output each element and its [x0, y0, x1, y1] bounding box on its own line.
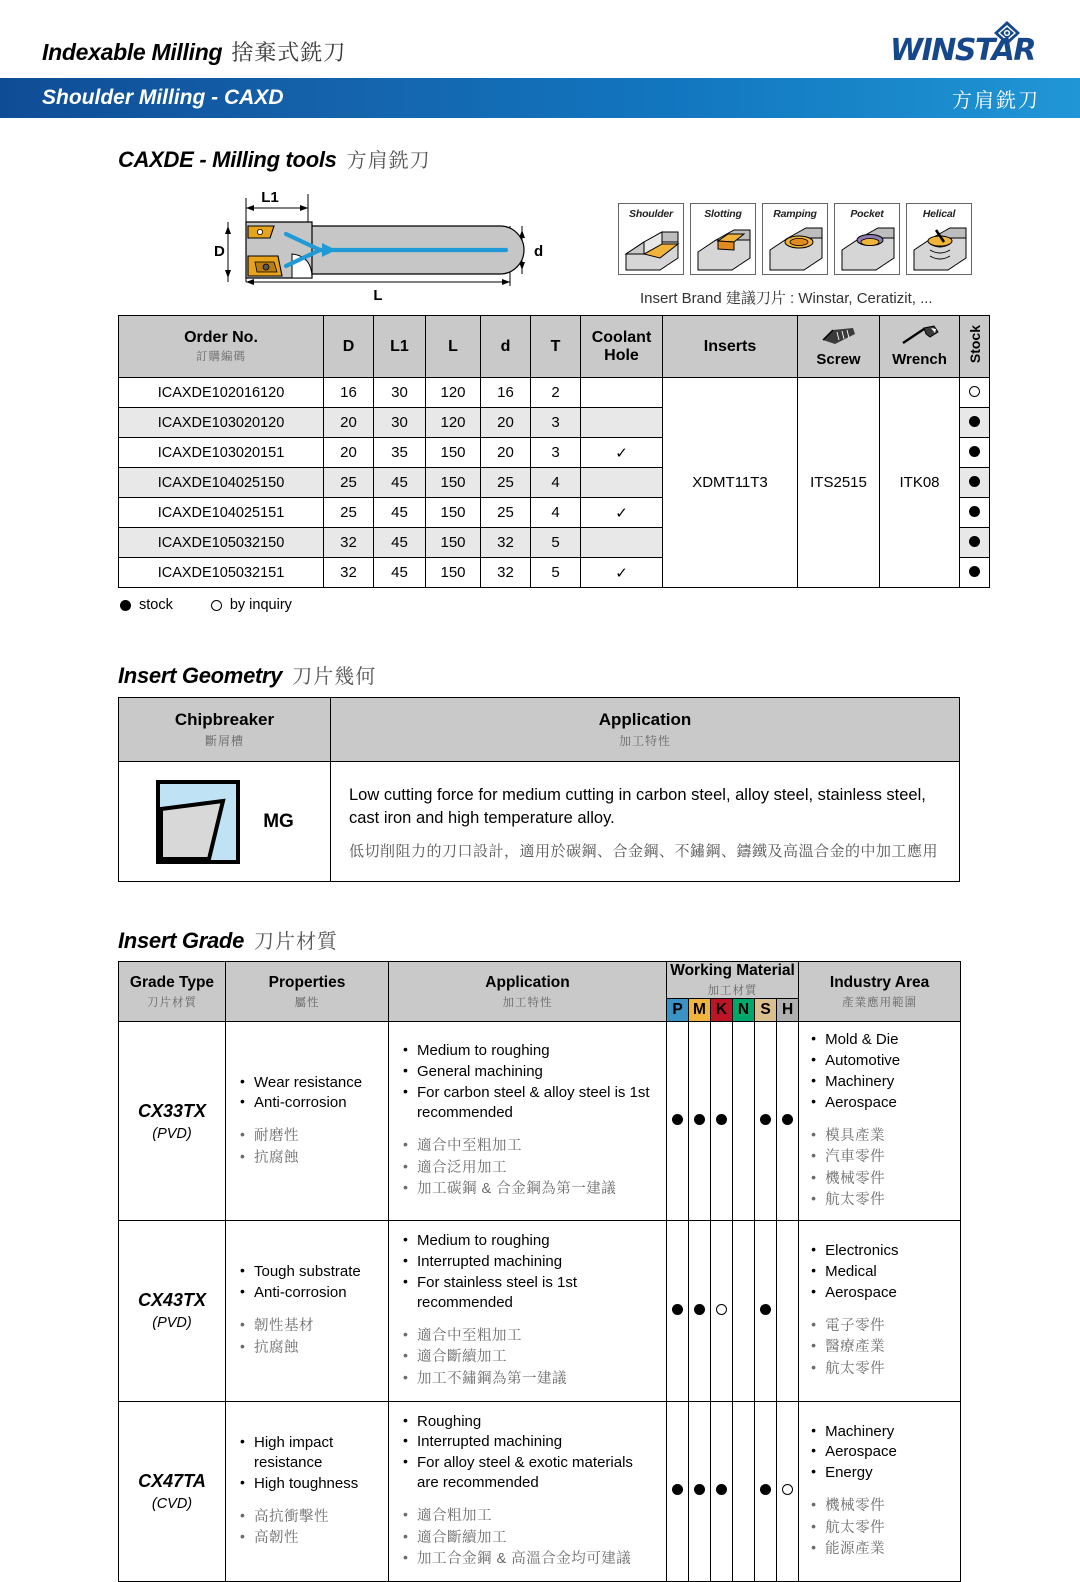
cell-order-no: ICAXDE103020120 — [119, 408, 324, 438]
list-item: • 能源產業 — [811, 1539, 952, 1560]
col-inserts: Inserts — [663, 316, 798, 378]
wm-marker-full — [694, 1304, 705, 1315]
product-title-en: CAXDE - Milling tools — [118, 147, 337, 172]
list-item: • Aerospace — [811, 1283, 952, 1303]
col-properties — [226, 962, 389, 1022]
helical-icon — [910, 224, 970, 272]
wm-marker-full — [760, 1114, 771, 1125]
list-item: • 適合斷續加工 — [403, 1528, 658, 1549]
wm-cell-m — [689, 1221, 711, 1401]
cell-d-small: 16 — [481, 378, 531, 408]
grade-type-cx33tx: (PVD) — [152, 1125, 192, 1142]
cell-l1: 45 — [374, 468, 426, 498]
cell-t: 2 — [531, 378, 581, 408]
col-industry-area-cn: 產業應用範圍 — [842, 996, 918, 1009]
industry-cn-list — [811, 1496, 952, 1560]
industry-en-list — [811, 1422, 952, 1484]
op-shoulder — [618, 203, 684, 275]
list-item: • 加工合金鋼 & 高溫合金均可建議 — [403, 1549, 658, 1570]
wm-marker-full — [672, 1114, 683, 1125]
cell-l1: 45 — [374, 498, 426, 528]
page-header — [0, 0, 1080, 78]
cell-d: 20 — [324, 438, 374, 468]
cell-screw: ITS2515 — [798, 378, 880, 588]
stock-marker — [969, 566, 980, 577]
cell-t: 5 — [531, 528, 581, 558]
application-en-list — [403, 1412, 658, 1494]
list-item: • Wear resistance — [240, 1073, 380, 1093]
wm-cell-s — [755, 1221, 777, 1401]
cell-industry — [799, 1401, 961, 1581]
wm-cell-k — [711, 1401, 733, 1581]
grade-name-cx47ta: CX47TA — [138, 1470, 206, 1491]
application-en-list — [403, 1041, 658, 1123]
cell-t: 4 — [531, 468, 581, 498]
list-item: • 適合中至粗加工 — [403, 1326, 658, 1347]
col-l: L — [426, 316, 481, 378]
list-item: • Machinery — [811, 1422, 952, 1442]
stock-marker — [969, 446, 980, 457]
cell-order-no: ICAXDE104025151 — [119, 498, 324, 528]
legend-inquiry-icon — [211, 600, 222, 611]
list-item: • Tough substrate — [240, 1262, 380, 1282]
list-item: • 高韌性 — [240, 1528, 380, 1549]
wm-marker-full — [782, 1114, 793, 1125]
col-grade-application-cn: 加工特性 — [502, 996, 553, 1009]
properties-en-list — [240, 1433, 380, 1494]
cell-l: 150 — [426, 558, 481, 588]
list-item: • 機械零件 — [811, 1496, 952, 1517]
list-item: • 耐磨性 — [240, 1126, 380, 1147]
properties-cn-list — [240, 1507, 380, 1549]
col-d-small: d — [481, 316, 531, 378]
product-title — [118, 144, 431, 173]
wm-marker-full — [760, 1484, 771, 1495]
band-title: Shoulder Milling - CAXD — [42, 86, 284, 109]
list-item: • High impact resistance — [240, 1433, 380, 1473]
product-title-cn: 方肩銑刀 — [346, 150, 431, 172]
col-grade-type-en: Grade Type — [129, 973, 215, 991]
col-properties-en: Properties — [268, 973, 346, 991]
op-helical — [906, 203, 972, 275]
col-screw-label: Screw — [816, 350, 861, 368]
col-grade-type — [119, 962, 226, 1022]
wm-code-h: H — [777, 999, 799, 1022]
wm-cell-n — [733, 1221, 755, 1401]
winstar-logo-text: WINSTAR — [890, 33, 1035, 68]
ramping-icon — [766, 224, 826, 272]
insert-grade-table — [118, 961, 961, 1582]
cell-stock — [960, 498, 990, 528]
properties-en-list — [240, 1262, 380, 1303]
list-item: • Aerospace — [811, 1093, 952, 1113]
cell-d: 20 — [324, 408, 374, 438]
list-item: • 航太零件 — [811, 1190, 952, 1211]
col-order-no-cn: 訂購編碼 — [196, 351, 246, 363]
cell-d-small: 32 — [481, 528, 531, 558]
cell-application — [389, 1221, 667, 1401]
list-item: • Machinery — [811, 1072, 952, 1092]
cell-d-small: 20 — [481, 408, 531, 438]
properties-cn-list — [240, 1316, 380, 1358]
cell-t: 5 — [531, 558, 581, 588]
wm-marker-full — [672, 1484, 683, 1495]
cell-coolant — [581, 378, 663, 408]
header-title-cn: 捨棄式銑刀 — [231, 40, 347, 65]
list-item: • For carbon steel & alloy steel is 1st recommended — [403, 1083, 658, 1123]
pocket-icon — [838, 224, 898, 272]
wm-cell-p — [667, 1221, 689, 1401]
wm-code-s: S — [755, 999, 777, 1022]
wm-cell-s — [755, 1022, 777, 1221]
op-ramping-label: Ramping — [773, 208, 817, 220]
cell-stock — [960, 378, 990, 408]
cell-application — [389, 1401, 667, 1581]
cell-l: 150 — [426, 438, 481, 468]
table-row[interactable] — [119, 378, 990, 408]
header-title-en: Indexable Milling — [42, 39, 223, 65]
cell-grade-name — [119, 1022, 226, 1221]
op-pocket — [834, 203, 900, 275]
svg-text:D: D — [214, 243, 225, 260]
cell-order-no: ICAXDE102016120 — [119, 378, 324, 408]
cell-order-no: ICAXDE105032150 — [119, 528, 324, 558]
op-shoulder-label: Shoulder — [629, 208, 673, 220]
op-pocket-label: Pocket — [850, 208, 884, 220]
insert-grade-title-cn: 刀片材質 — [254, 931, 339, 953]
cell-industry — [799, 1221, 961, 1401]
cell-coolant: ✓ — [581, 438, 663, 468]
wm-cell-n — [733, 1401, 755, 1581]
grade-row[interactable] — [119, 1022, 961, 1221]
order-table-body — [119, 378, 990, 588]
cell-grade-name — [119, 1221, 226, 1401]
col-industry-area — [799, 962, 961, 1022]
op-ramping — [762, 203, 828, 275]
cell-chipbreaker — [119, 762, 331, 882]
stock-marker — [969, 506, 980, 517]
tool-dimension-diagram — [200, 186, 570, 304]
list-item: • Roughing — [403, 1412, 658, 1432]
cell-stock — [960, 438, 990, 468]
cell-wrench: ITK08 — [880, 378, 960, 588]
cell-l1: 35 — [374, 438, 426, 468]
insert-geometry-title-en: Insert Geometry — [118, 663, 283, 688]
screw-icon — [819, 326, 859, 346]
col-properties-cn: 屬性 — [294, 996, 320, 1009]
grade-name-cx33tx: CX33TX — [137, 1100, 207, 1121]
wm-code-k: K — [711, 999, 733, 1022]
cell-coolant — [581, 408, 663, 438]
legend-stock-icon — [120, 600, 131, 611]
cell-d: 32 — [324, 558, 374, 588]
svg-text:L: L — [373, 287, 383, 304]
cell-d-small: 25 — [481, 498, 531, 528]
geometry-row — [119, 762, 960, 882]
wm-marker-full — [694, 1114, 705, 1125]
insert-grade-title-en: Insert Grade — [118, 928, 245, 953]
grade-type-cx43tx: (PVD) — [152, 1315, 192, 1332]
cell-d-small: 25 — [481, 468, 531, 498]
list-item: • Mold & Die — [811, 1030, 952, 1050]
operation-icons — [618, 203, 972, 275]
stock-marker — [969, 476, 980, 487]
geo-application-en: Low cutting force for medium cutting in carbon steel, alloy steel, stainless steel, cast iron and high temperature alloy. — [349, 785, 926, 827]
col-t: T — [531, 316, 581, 378]
list-item: • 航太零件 — [811, 1518, 952, 1539]
wm-cell-m — [689, 1022, 711, 1221]
cell-stock — [960, 528, 990, 558]
industry-cn-list — [811, 1126, 952, 1211]
wm-cell-h — [777, 1022, 799, 1221]
list-item: • 適合中至粗加工 — [403, 1136, 658, 1157]
op-slotting-label: Slotting — [704, 208, 742, 220]
cell-geo-application — [331, 762, 960, 882]
properties-cn-list — [240, 1126, 380, 1168]
list-item: • 適合斷續加工 — [403, 1347, 658, 1368]
col-l1: L1 — [374, 316, 426, 378]
wm-marker-full — [694, 1484, 705, 1495]
cell-coolant: ✓ — [581, 558, 663, 588]
industry-cn-list — [811, 1316, 952, 1380]
grade-row[interactable] — [119, 1221, 961, 1401]
list-item: • 模具產業 — [811, 1126, 952, 1147]
cell-l1: 30 — [374, 408, 426, 438]
band-title-cn: 方肩銑刀 — [952, 89, 1040, 112]
col-industry-area-en: Industry Area — [829, 973, 930, 991]
cell-application — [389, 1022, 667, 1221]
cell-t: 4 — [531, 498, 581, 528]
industry-en-list — [811, 1030, 952, 1113]
application-cn-list — [403, 1506, 658, 1570]
col-chipbreaker — [119, 698, 331, 762]
col-order-no-en: Order No. — [184, 329, 258, 346]
list-item: • 適合粗加工 — [403, 1506, 658, 1527]
insert-geometry-table — [118, 697, 960, 882]
col-d: D — [324, 316, 374, 378]
wm-cell-p — [667, 1401, 689, 1581]
wm-cell-m — [689, 1401, 711, 1581]
legend-inquiry-label: by inquiry — [229, 597, 292, 613]
list-item: • 韌性基材 — [240, 1316, 380, 1337]
grade-name-cx43tx: CX43TX — [137, 1290, 207, 1311]
wm-marker-full — [716, 1114, 727, 1125]
stock-inquiry-marker — [969, 386, 980, 397]
col-wrench — [880, 316, 960, 378]
insert-brand-note: Insert Brand 建議刀片 : Winstar, Ceratizit, ... — [640, 290, 933, 307]
list-item: • For stainless steel is 1st recommended — [403, 1273, 658, 1313]
header-title — [42, 36, 346, 67]
cell-l: 150 — [426, 468, 481, 498]
col-order-no — [119, 316, 324, 378]
application-en-list — [403, 1231, 658, 1313]
op-slotting — [690, 203, 756, 275]
list-item: • Anti-corrosion — [240, 1283, 380, 1303]
wm-marker-open — [716, 1304, 727, 1315]
cell-properties — [226, 1401, 389, 1581]
list-item: • 航太零件 — [811, 1359, 952, 1380]
wm-cell-s — [755, 1401, 777, 1581]
col-geo-application — [331, 698, 960, 762]
wm-marker-open — [782, 1484, 793, 1495]
wm-cell-h — [777, 1401, 799, 1581]
cell-coolant — [581, 528, 663, 558]
svg-text:L1: L1 — [261, 189, 279, 206]
list-item: • 機械零件 — [811, 1169, 952, 1190]
stock-legend — [120, 597, 292, 613]
list-item: • 適合泛用加工 — [403, 1158, 658, 1179]
order-table — [118, 315, 990, 588]
cell-d: 25 — [324, 468, 374, 498]
list-item: • Automotive — [811, 1051, 952, 1071]
wm-cell-p — [667, 1022, 689, 1221]
insert-geometry-title — [118, 660, 376, 689]
cell-inserts: XDMT11T3 — [663, 378, 798, 588]
cell-l: 120 — [426, 408, 481, 438]
list-item: • Interrupted machining — [403, 1252, 658, 1272]
list-item: • Medium to roughing — [403, 1041, 658, 1061]
wm-cell-n — [733, 1022, 755, 1221]
cell-coolant — [581, 468, 663, 498]
col-grade-application-en: Application — [485, 973, 570, 991]
list-item: • 抗腐蝕 — [240, 1148, 380, 1169]
list-item: • High toughness — [240, 1474, 380, 1494]
legend-stock-label: stock — [139, 597, 173, 613]
col-chipbreaker-en: Chipbreaker — [174, 710, 275, 729]
col-coolant-hole: Coolant Hole — [581, 316, 663, 378]
wm-code-p: P — [667, 999, 689, 1022]
list-item: • 加工碳鋼 & 合金鋼為第一建議 — [403, 1179, 658, 1200]
list-item: • Aerospace — [811, 1442, 952, 1462]
op-helical-label: Helical — [922, 208, 956, 220]
list-item: • For alloy steel & exotic materials are recommended — [403, 1453, 658, 1493]
wrench-icon — [900, 326, 940, 346]
cell-stock — [960, 558, 990, 588]
cell-order-no: ICAXDE105032151 — [119, 558, 324, 588]
list-item: • Anti-corrosion — [240, 1093, 380, 1113]
list-item: • Interrupted machining — [403, 1432, 658, 1452]
cell-l1: 45 — [374, 528, 426, 558]
col-stock — [960, 316, 990, 378]
wm-code-n: N — [733, 999, 755, 1022]
cell-d-small: 20 — [481, 438, 531, 468]
col-chipbreaker-cn: 斷屑槽 — [204, 734, 244, 748]
col-wrench-label: Wrench — [892, 350, 947, 368]
insert-geometry-title-cn: 刀片幾何 — [292, 666, 377, 688]
cell-properties — [226, 1221, 389, 1401]
winstar-logo — [890, 24, 1040, 68]
col-screw — [798, 316, 880, 378]
cell-stock — [960, 468, 990, 498]
cell-industry — [799, 1022, 961, 1221]
properties-en-list — [240, 1073, 380, 1114]
cell-l: 150 — [426, 498, 481, 528]
cell-d: 25 — [324, 498, 374, 528]
cell-l1: 45 — [374, 558, 426, 588]
list-item: • Energy — [811, 1463, 952, 1483]
svg-text:d: d — [534, 243, 544, 260]
list-item: • Medical — [811, 1262, 952, 1282]
shoulder-icon — [622, 224, 682, 272]
stock-marker — [969, 536, 980, 547]
geo-application-cn: 低切削阻力的刀口設計，適用於碳鋼、合金鋼、不鏽鋼、鑄鐵及高溫合金的中加工應用 — [349, 843, 939, 861]
wm-cell-k — [711, 1221, 733, 1401]
cell-l1: 30 — [374, 378, 426, 408]
list-item: • Electronics — [811, 1241, 952, 1261]
chipbreaker-mg-icon — [155, 779, 241, 865]
col-working-material-en: Working Material — [670, 962, 795, 979]
wm-marker-full — [760, 1304, 771, 1315]
list-item: • General machining — [403, 1062, 658, 1082]
stock-marker — [969, 416, 980, 427]
cell-properties — [226, 1022, 389, 1221]
col-geo-application-cn: 加工特性 — [618, 734, 671, 748]
cell-grade-name — [119, 1401, 226, 1581]
section-band — [0, 78, 1080, 118]
list-item: • 醫療產業 — [811, 1337, 952, 1358]
cell-t: 3 — [531, 438, 581, 468]
cell-coolant: ✓ — [581, 498, 663, 528]
list-item: • 抗腐蝕 — [240, 1338, 380, 1359]
application-cn-list — [403, 1136, 658, 1200]
col-working-material-cn: 加工材質 — [707, 985, 758, 997]
cell-d: 32 — [324, 528, 374, 558]
cell-d-small: 32 — [481, 558, 531, 588]
cell-t: 3 — [531, 408, 581, 438]
cell-order-no: ICAXDE103020151 — [119, 438, 324, 468]
col-grade-type-cn: 刀片材質 — [147, 996, 197, 1009]
col-working-material — [667, 962, 799, 999]
col-geo-application-en: Application — [598, 710, 692, 729]
chipbreaker-code: MG — [263, 810, 294, 832]
cell-d: 16 — [324, 378, 374, 408]
cell-stock — [960, 408, 990, 438]
wm-code-m: M — [689, 999, 711, 1022]
list-item: • Medium to roughing — [403, 1231, 658, 1251]
application-cn-list — [403, 1326, 658, 1390]
insert-grade-title — [118, 925, 338, 954]
cell-l: 120 — [426, 378, 481, 408]
slotting-icon — [694, 224, 754, 272]
list-item: • 加工不鏽鋼為第一建議 — [403, 1369, 658, 1390]
list-item: • 電子零件 — [811, 1316, 952, 1337]
wm-marker-full — [716, 1484, 727, 1495]
wm-marker-full — [672, 1304, 683, 1315]
list-item: • 高抗衝擊性 — [240, 1507, 380, 1528]
cell-order-no: ICAXDE104025150 — [119, 468, 324, 498]
industry-en-list — [811, 1241, 952, 1303]
col-stock-label: Stock — [966, 324, 983, 364]
wm-cell-k — [711, 1022, 733, 1221]
cell-l: 150 — [426, 528, 481, 558]
col-grade-application — [389, 962, 667, 1022]
wm-cell-h — [777, 1221, 799, 1401]
list-item: • 汽車零件 — [811, 1147, 952, 1168]
grade-row[interactable] — [119, 1401, 961, 1581]
grade-type-cx47ta: (CVD) — [151, 1495, 193, 1512]
